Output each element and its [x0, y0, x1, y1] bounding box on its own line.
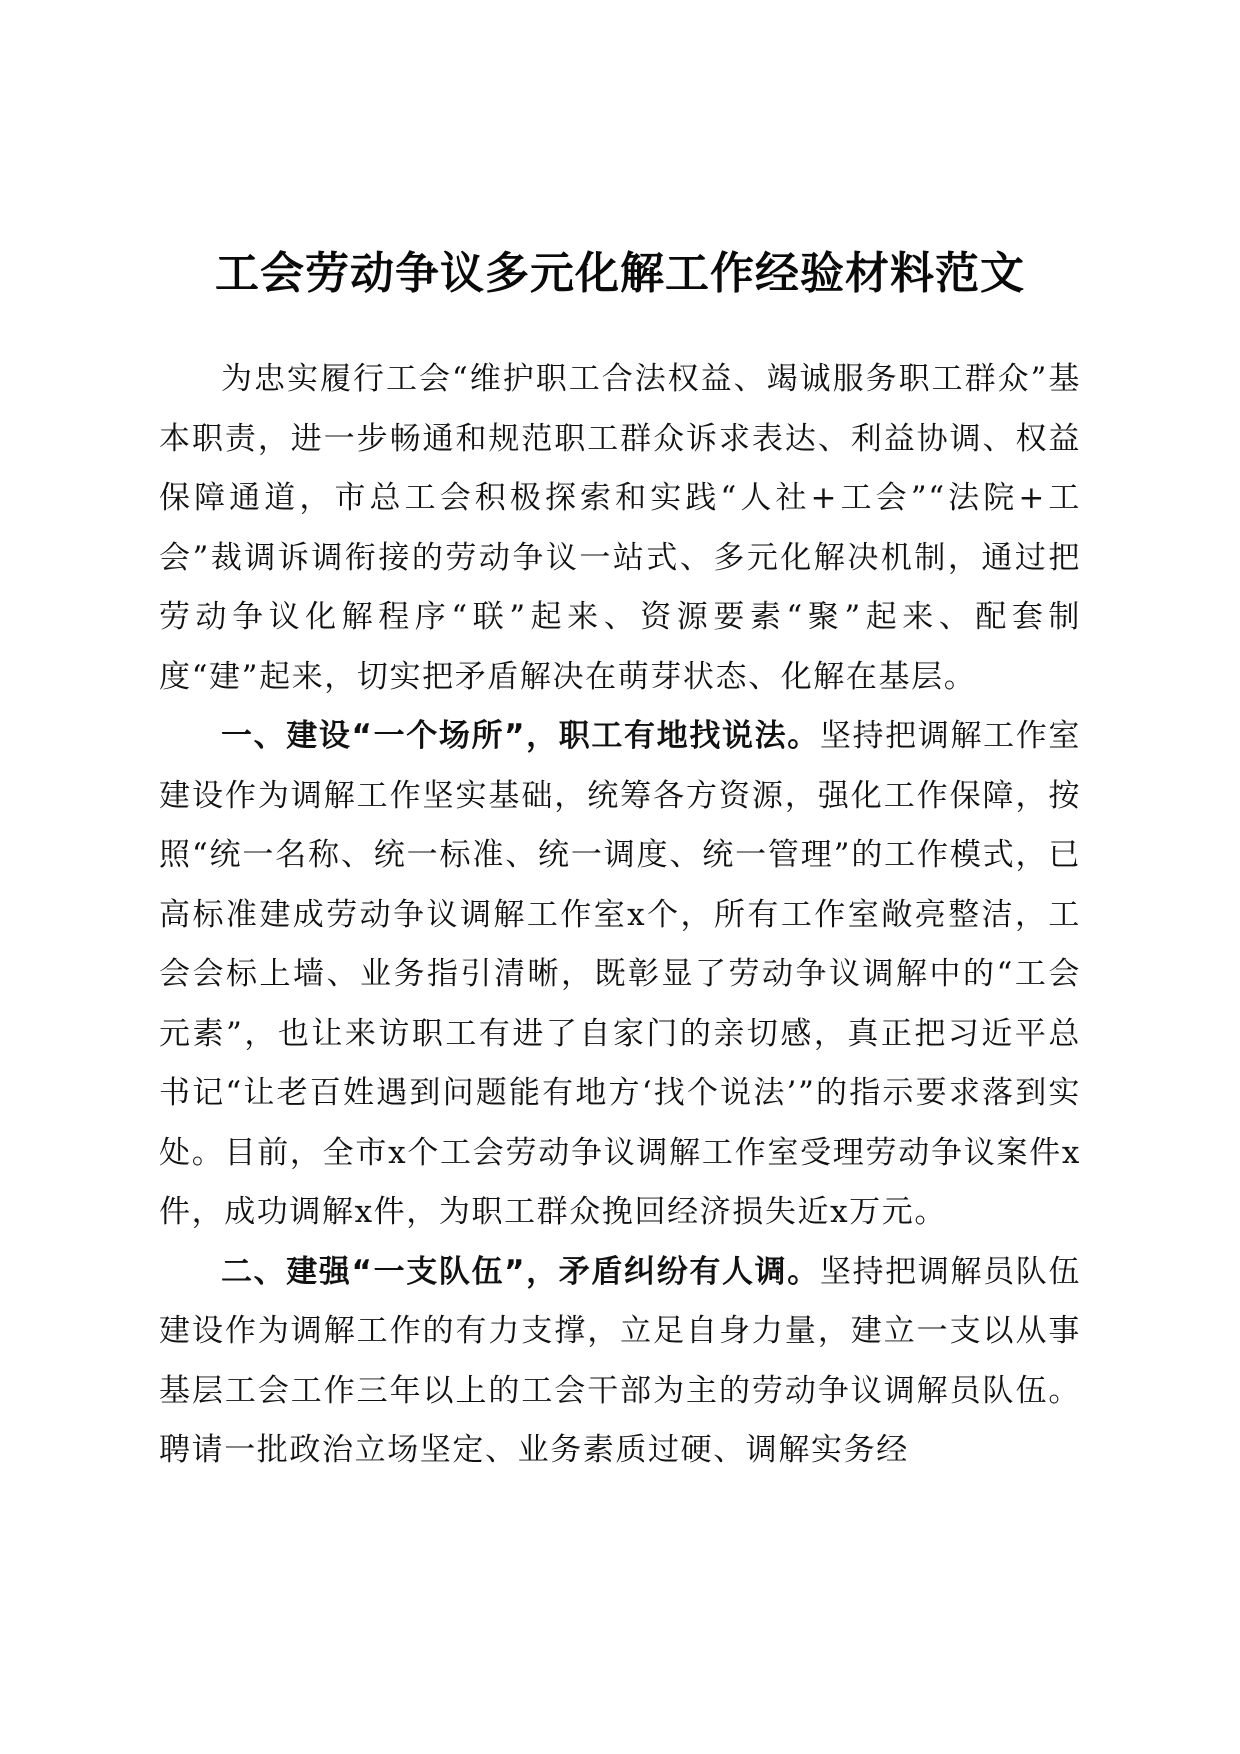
section-paragraph-2: [159, 1243, 1081, 1481]
section-heading-1: 一、建设“一个场所”，职工有地找说法。: [221, 718, 820, 754]
document-title: 工会劳动争议多元化解工作经验材料范文: [215, 248, 1025, 299]
section-paragraph-1: [159, 707, 1081, 1243]
section-heading-2: 二、建强“一支队伍”，矛盾纠纷有人调。: [221, 1253, 820, 1290]
section-text-1: 坚持把调解工作室建设作为调解工作坚实基础，统筹各方资源，强化工作保障，按照“统一名称、统一标准、统一调度、统一管理”的工作模式，已高标准建成劳动争议调解工作室x个，所有工作室敞亮整洁，工会会标上墙、业务指引清晰，既彰显了劳动争议调解中的“工会元素”，也让来访职工有进了自家门的亲切感，真正把习近平总书记“让老百姓遇到问题能有地方‘找个说法’”的指示要求落到实处。目前，全市x个工会劳动争议调解工作室受理劳动争议案件x件，成功调解x件，为职工群众挽回经济损失近x万元。: [159, 718, 1081, 1230]
section-text-2: 坚持把调解员队伍建设作为调解工作的有力支撑，立足自身力量，建立一支以从事基层工会工作三年以上的工会干部为主的劳动争议调解员队伍。聘请一批政治立场坚定、业务素质过硬、调解实务经: [159, 1253, 1081, 1468]
intro-paragraph: 为忠实履行工会“维护职工合法权益、竭诚服务职工群众”基本职责，进一步畅通和规范职工群众诉求表达、利益协调、权益保障通道，市总工会积极探索和实践“人社+工会”“法院+工会”裁调诉调衔接的劳动争议一站式、多元化解决机制，通过把劳动争议化解程序“联”起来、资源要素“聚”起来、配套制度“建”起来，切实把矛盾解决在萌芽状态、化解在基层。: [159, 361, 1081, 695]
document-body: [159, 350, 1081, 1481]
